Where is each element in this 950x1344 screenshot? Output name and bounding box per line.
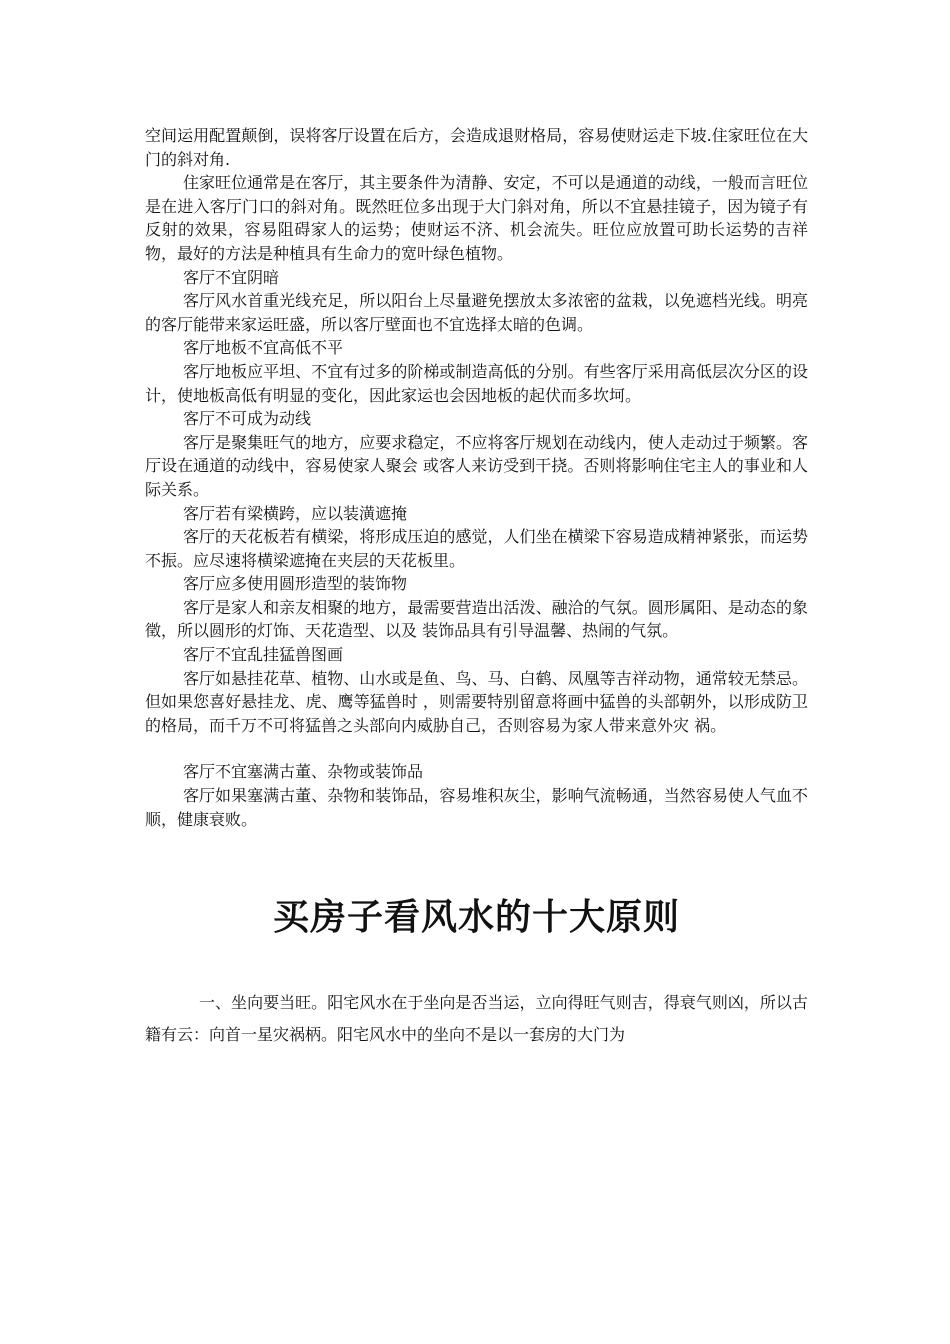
paragraph: 客厅地板不宜高低不平 <box>183 338 344 358</box>
paragraph: 客厅应多使用圆形造型的装饰物 <box>183 574 408 594</box>
paragraph: 客厅是聚集旺气的地方，应要求稳定，不应将客厅规划在动线内，使人走动过于频繁。客厅设在通道的动线中，容易使家人聚会 或客人来访受到干挠。否则将影响住宅主人的事业和人际关系。 <box>145 432 808 499</box>
paragraph: 客厅不可成为动线 <box>183 409 312 429</box>
paragraph: 客厅若有梁横跨，应以装潢遮掩 <box>183 503 408 523</box>
paragraph: 客厅地板应平坦、不宜有过多的阶梯或制造高低的分别。有些客厅采用高低层次分区的设计，使地板高低有明显的变化，因此家运也会因地板的起伏而多坎坷。 <box>145 361 808 405</box>
section-title: 买房子看风水的十大原则 <box>272 897 680 939</box>
paragraph: 住家旺位通常是在客厅，其主要条件为清静、安定，不可以是通道的动线，一般而言旺位是在进入客厅门口的斜对角。既然旺位多出现于大门斜对角，所以不宜悬挂镜子，因为镜子有反射的效果，容易阻碍家人的运势；使财运不济、机会流失。旺位应放置可助长运势的吉祥物，最好的方法是种植具有生命力的宽叶绿色植物。 <box>145 173 808 263</box>
title-gap <box>145 943 808 987</box>
paragraph: 客厅是家人和亲友相聚的地方，最需要营造出活泼、融洽的气氛。圆形属阳、是动态的象徵，所以圆形的灯饰、天花造型、以及 装饰品具有引导温馨、热闹的气氛。 <box>145 597 808 641</box>
paragraph: 客厅如果塞满古董、杂物和装饰品，容易堆积灰尘，影响气流畅通，当然容易使人气血不顺，健康衰败。 <box>145 786 808 829</box>
paragraph: 客厅风水首重光线充足，所以阳台上尽量避免摆放太多浓密的盆栽，以免遮档光线。明亮的客厅能带来家运旺盛，所以客厅壁面也不宜选择太暗的色调。 <box>145 291 808 334</box>
body-text-block-2 <box>145 760 808 831</box>
paragraph: 空间运用配置颠倒，误将客厅设置在后方，会造成退财格局，容易使财运走下坡.住家旺位在大门的斜对角. <box>145 126 808 169</box>
document-page <box>145 124 808 1051</box>
paragraph: 客厅不宜乱挂猛兽图画 <box>183 645 344 665</box>
paragraph: 客厅不宜阴暗 <box>183 267 280 287</box>
body-text-block-1 <box>145 124 808 737</box>
section-first-paragraph: 一、坐向要当旺。阳宅风水在于坐向是否当运，立向得旺气则吉，得衰气则凶，所以古籍有云：向首一星灾祸柄。阳宅风水中的坐向不是以一套房的大门为 <box>145 993 808 1045</box>
paragraph: 客厅不宜塞满古董、杂物或装饰品 <box>183 762 424 782</box>
section-gap <box>145 831 808 893</box>
paragraph-gap <box>145 737 808 760</box>
paragraph: 客厅的天花板若有横梁，将形成压迫的感觉，人们坐在横梁下容易造成精神紧张，而运势不振。应尽速将横梁遮掩在夹层的天花板里。 <box>145 527 808 570</box>
paragraph: 客厅如悬挂花草、植物、山水或是鱼、鸟、马、白鹤、凤凰等吉祥动物，通常较无禁忌。但如果您喜好悬挂龙、虎、鹰等猛兽时 ，则需要特别留意将画中猛兽的头部朝外，以形成防卫的格局，而千万不可将猛兽之头部向内威胁自己，否则容易为家人带来意外灾 祸。 <box>145 668 808 735</box>
